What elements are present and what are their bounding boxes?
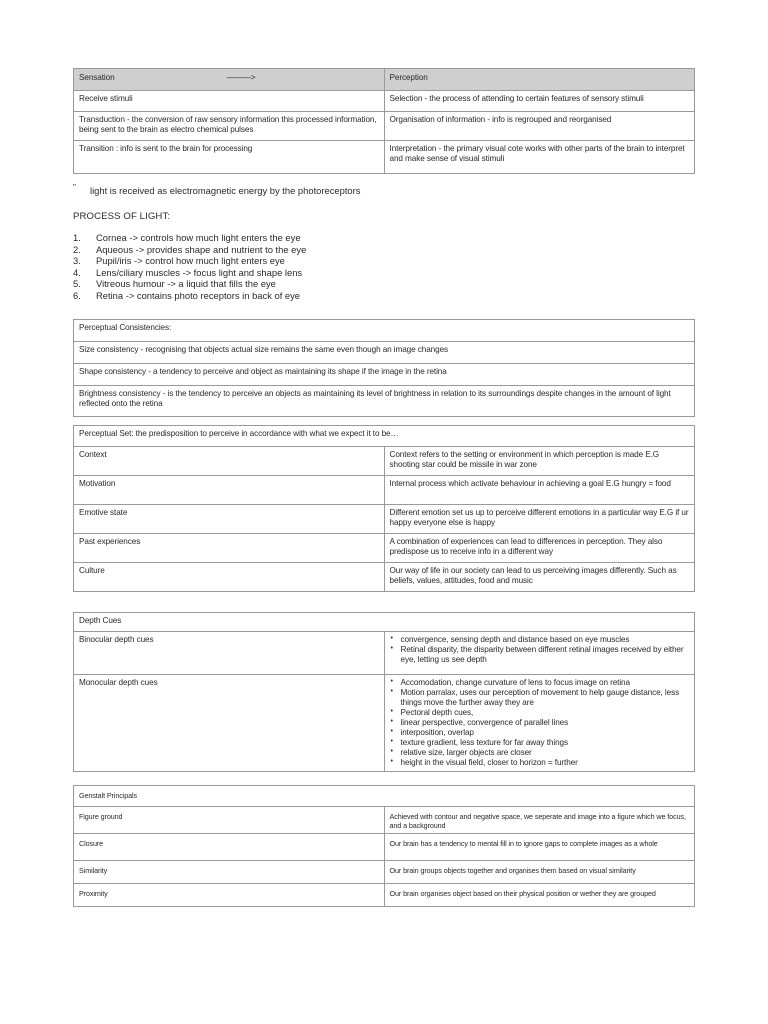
table-cell: Size consistency - recognising that objects actual size remains the same even though an image changes [74,342,695,364]
depth-cues-table [73,612,695,772]
table-row [74,613,695,632]
list-item: • linear perspective, convergence of parallel lines [390,718,690,728]
process-steps-list [73,232,306,301]
step-text: Pupil/iris -> control how much light enters eye [96,255,285,266]
sensation-perception-table [73,68,695,174]
list-item: • height in the visual field, closer to horizon = further [390,758,690,768]
table-cell: Different emotion set us up to perceive different emotions in a particular way E.G if ur happy everyone else is happy [384,505,695,534]
process-heading: PROCESS OF LIGHT: [73,211,171,222]
list-item: • interposition, overlap [390,728,690,738]
list-item [73,255,306,267]
table-cell: Monocular depth cues [74,675,385,772]
table-row [74,884,695,907]
gestalt-table [73,785,695,907]
table-cell: Emotive state [74,505,385,534]
table-cell: Context refers to the setting or environment in which perception is made E.G shooting star could be missile in war zone [384,447,695,476]
table-row [74,505,695,534]
list-item: • texture gradient, less texture for far away things [390,738,690,748]
table-cell: Binocular depth cues [74,632,385,675]
step-number: 2. [73,243,81,255]
table-row [74,426,695,447]
list-item: • Pectoral depth cues, [390,708,690,718]
table-cell: Our brain organises object based on their physical position or wether they are grouped [384,884,695,907]
table-row [74,112,695,141]
table-row [74,786,695,807]
table-title: Depth Cues [74,613,695,632]
table-header-row [74,69,695,91]
list-item [73,244,306,256]
table-cell: Receive stimuli [74,91,385,112]
header-perception: Perception [384,69,695,91]
list-item: • Retinal disparity, the disparity between different retinal images received by either eye, letting us see depth [390,645,690,665]
step-number: 1. [73,232,81,243]
table-cell: Similarity [74,861,385,884]
table-title: Perceptual Consistencies: [74,320,695,342]
table-cell: Context [74,447,385,476]
table-row [74,675,695,772]
list-item [73,267,306,279]
table-cell: Organisation of information - info is regrouped and reorganised [384,112,695,141]
table-cell: Proximity [74,884,385,907]
table-cell: Selection - the process of attending to certain features of sensory stimuli [384,91,695,112]
table-row [74,534,695,563]
table-row [74,632,695,675]
list-item [73,290,306,302]
binocular-list [390,635,690,665]
table-row [74,91,695,112]
table-cell: Our brain groups objects together and organises them based on visual similarity [384,861,695,884]
table-cell: Closure [74,834,385,861]
table-cell: Past experiences [74,534,385,563]
table-cell: Brightness consistency - is the tendency to perceive an objects as maintaining its level of brightness in relation to its surroundings despite changes in the amount of light reflected onto the retina [74,386,695,417]
table-title: Genstalt Principals [74,786,695,807]
step-text: Retina -> contains photo receptors in back of eye [96,289,301,301]
table-row [74,320,695,342]
table-row [74,563,695,592]
table-cell: Shape consistency - a tendency to perceive and object as maintaining its shape if the image in the retina [74,364,695,386]
table-row [74,834,695,861]
step-text: Vitreous humour -> a liquid that fills the eye [96,278,276,289]
list-item: • convergence, sensing depth and distance based on eye muscles [390,635,690,645]
table-row [74,807,695,834]
list-item: • relative size, larger objects are closer [390,748,690,758]
table-cell [384,675,695,772]
perceptual-set-table [73,425,695,592]
table-cell: Our brain has a tendency to mental fill in to ignore gaps to complete images as a whole [384,834,695,861]
table-row [74,476,695,505]
list-item [73,278,306,290]
list-item [73,232,306,244]
header-cell [74,69,385,91]
list-item: • Accomodation, change curvature of lens to focus image on retina [390,678,690,688]
table-row [74,447,695,476]
table-title: Perceptual Set: the predisposition to perceive in accordance with what we expect it to be… [74,426,695,447]
table-cell: A combination of experiences can lead to differences in perception. They also predispose us to receive info in a different way [384,534,695,563]
table-cell: Figure ground [74,807,385,834]
table-row [74,386,695,417]
perceptual-consistencies-table [73,319,695,417]
table-cell: Transition : info is sent to the brain for processing [74,141,385,174]
note-text: light is received as electromagnetic energy by the photoreceptors [90,185,361,196]
step-text: Cornea -> controls how much light enters the eye [96,232,301,243]
table-row [74,141,695,174]
monocular-list [390,678,690,768]
header-sensation: Sensation [79,73,115,82]
table-cell: Transduction - the conversion of raw sensory information this processed information, being sent to the brain as electro chemical pulses [74,112,385,141]
table-row [74,861,695,884]
table-row [74,342,695,364]
table-cell: Culture [74,563,385,592]
table-cell: Interpretation - the primary visual cote works with other parts of the brain to interpret and make sense of visual stimuli [384,141,695,174]
step-number: 6. [73,289,81,301]
table-cell: Motivation [74,476,385,505]
table-cell: Internal process which activate behaviour in achieving a goal E.G hungry = food [384,476,695,505]
note-bullet: " [73,183,76,192]
step-text: Aqueous -> provides shape and nutrient to the eye [96,243,307,255]
list-item: • Motion parralax, uses our perception of movement to help gauge distance, less things move the further away they are [390,688,690,708]
step-number: 5. [73,278,81,289]
step-number: 4. [73,266,81,278]
table-cell [384,632,695,675]
table-cell: Our way of life in our society can lead to us perceiving images differently. Such as beliefs, values, attitudes, food and music [384,563,695,592]
photoreceptor-note [73,185,360,196]
arrow-label: ———> [226,73,256,82]
table-row [74,364,695,386]
table-cell: Achieved with contour and negative space, we seperate and image into a figure which we focus, and a background [384,807,695,834]
step-text: Lens/ciliary muscles -> focus light and shape lens [96,266,303,278]
step-number: 3. [73,255,81,266]
